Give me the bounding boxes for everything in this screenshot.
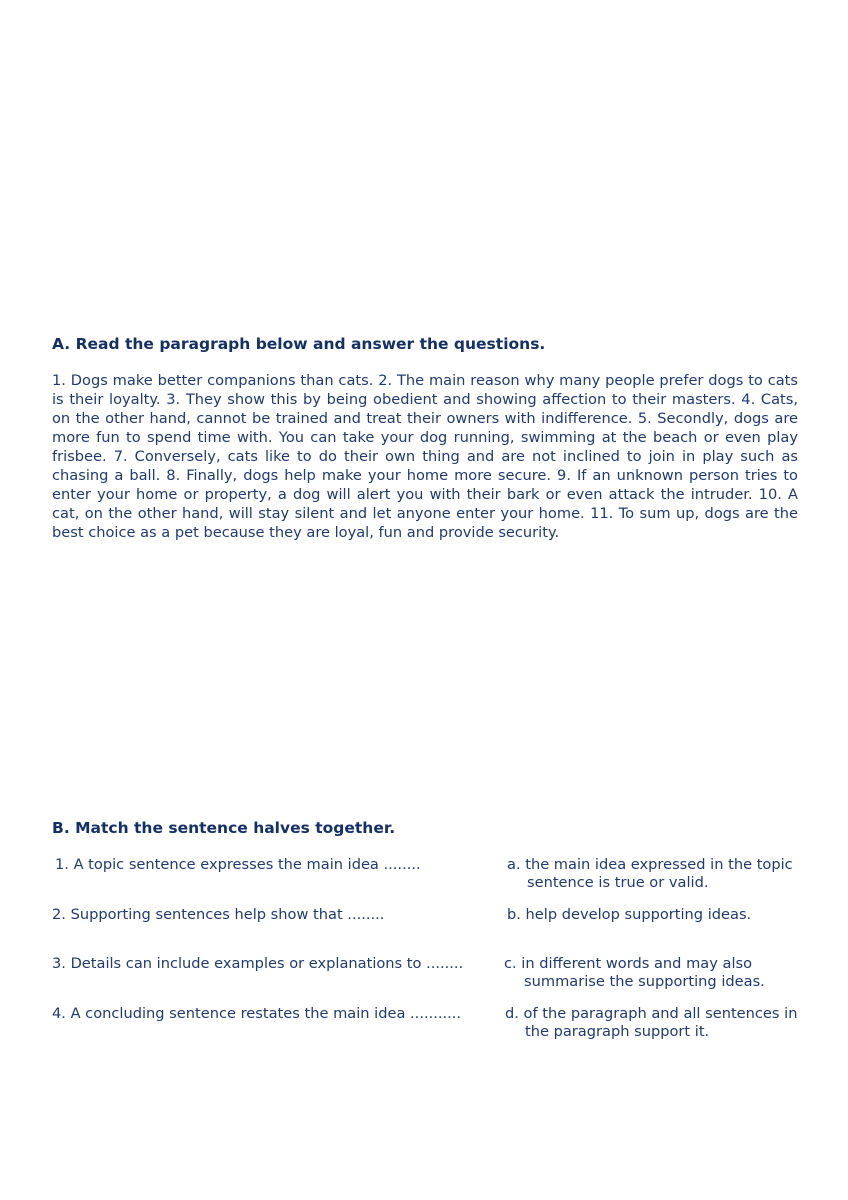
reading-paragraph: 1. Dogs make better companions than cats. 2. The main reason why many people prefer dogs to cats is their loyalty. 3. They show this by being obedient and showing affection to their masters. 4. Cats, on the other hand, cannot be trained and treat their owners with indifference. 5. Secondly, dogs are more fun to spend time with. You can take your dog running, swimming at the beach or even play frisbee. 7. Conversely, cats like to do their own thing and are not inclined to join in play such as chasing a ball. 8. Finally, dogs help make your home more secure. 9. If an unknown person tries to enter your home or property, a dog will alert you with their bark or even attack the intruder. 10. A cat, on the other hand, will stay silent and let anyone enter your home. 11. To sum up, dogs are the best choice as a pet because they are loyal, fun and provide security. xyxy=(52,372,798,541)
section-a-heading: A. Read the paragraph below and answer the questions. xyxy=(52,335,546,353)
sentence-end-c: c. in different words and may also summarise the supporting ideas. xyxy=(504,955,765,990)
sentence-start-3: 3. Details can include examples or explanations to ........ xyxy=(52,955,464,972)
sentence-start-2: 2. Supporting sentences help show that ........ xyxy=(52,906,385,923)
section-b-heading: B. Match the sentence halves together. xyxy=(52,819,396,837)
sentence-end-a: a. the main idea expressed in the topic sentence is true or valid. xyxy=(507,856,793,891)
sentence-end-d: d. of the paragraph and all sentences in the paragraph support it. xyxy=(505,1005,798,1040)
sentence-end-b: b. help develop supporting ideas. xyxy=(507,906,752,923)
sentence-start-1: 1. A topic sentence expresses the main idea ........ xyxy=(55,856,421,873)
sentence-start-4: 4. A concluding sentence restates the main idea ........... xyxy=(52,1005,462,1022)
